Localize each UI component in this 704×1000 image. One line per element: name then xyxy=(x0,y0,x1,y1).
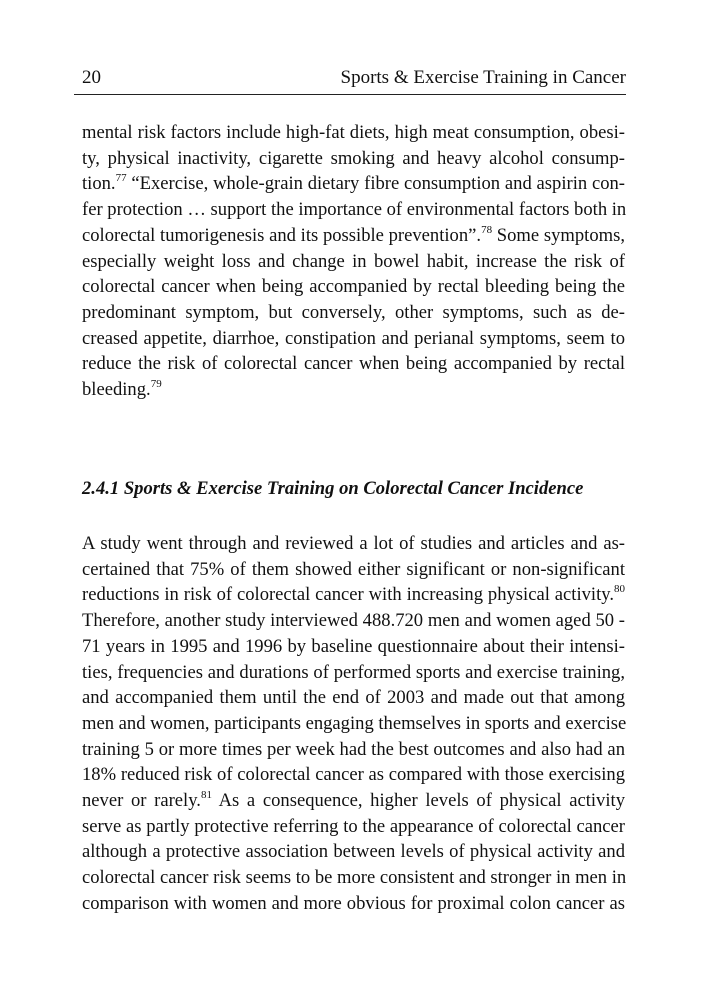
text-line: colorectal tumorigenesis and its possible prevention”.$^{78}$ Some symptoms, xyxy=(82,223,625,246)
text-line: training 5 or more times per week had the best outcomes and also had an xyxy=(82,738,625,760)
paragraph-risk-factors xyxy=(82,120,625,403)
running-title: Sports & Exercise Training in Cancer xyxy=(340,67,626,88)
footnote-ref: 78 xyxy=(481,223,493,236)
text-line: A study went through and reviewed a lot of studies and articles and as- xyxy=(82,533,625,554)
text-line: bleeding.$^{79}$ xyxy=(82,377,162,401)
footnote-ref: 80 xyxy=(614,583,625,596)
running-header xyxy=(74,66,626,95)
page-number: 20 xyxy=(82,67,101,88)
text-line: reduce the risk of colorectal cancer when being accompanied by rectal xyxy=(82,353,625,375)
text-line: colorectal cancer risk seems to be more consistent and stronger in men in xyxy=(82,867,627,889)
text-line: certained that 75% of them showed either significant or non-significant xyxy=(82,558,625,580)
text-line: Therefore, another study interviewed 488.720 men and women aged 50 - xyxy=(82,610,625,632)
text-line: predominant symptom, but conversely, other symptoms, such as de- xyxy=(82,301,625,323)
footnote-ref: 77 xyxy=(115,172,127,185)
text-line: comparison with women and more obvious for proximal colon cancer as xyxy=(82,892,625,914)
text-line: 18% reduced risk of colorectal cancer as compared with those exercising xyxy=(82,764,625,786)
text-line: fer protection … support the importance of environmental factors both in xyxy=(82,199,627,221)
text-line: serve as partly protective referring to the appearance of colorectal cancer xyxy=(82,815,625,837)
paragraph-exercise-study xyxy=(82,531,625,917)
footnote-ref: 81 xyxy=(200,788,212,801)
text-line: although a protective association between levels of physical activity and xyxy=(82,841,625,863)
text-line: and accompanied them until the end of 2003 and made out that among xyxy=(82,687,625,709)
section-heading: 2.4.1 Sports & Exercise Training on Colorectal Cancer Incidence xyxy=(82,478,584,499)
text-line: creased appetite, diarrhoe, constipation and perianal symptoms, seem to xyxy=(82,327,625,349)
text-line: mental risk factors include high-fat diets, high meat consumption, obesi- xyxy=(82,122,625,143)
text-line: men and women, participants engaging themselves in sports and exercise xyxy=(82,712,627,734)
text-line: tion.$^{77}$ “Exercise, whole-grain dietary fibre consumption and aspirin con- xyxy=(82,172,625,195)
text-line: colorectal cancer when being accompanied by rectal bleeding being the xyxy=(82,276,625,298)
text-line: especially weight loss and change in bowel habit, increase the risk of xyxy=(82,250,625,272)
text-line: ty, physical inactivity, cigarette smoking and heavy alcohol consump- xyxy=(82,147,625,169)
text-line: reductions in risk of colorectal cancer with increasing physical activity.$^{80}$ xyxy=(82,583,625,606)
text-line: never or rarely.$^{81}$ As a consequence, higher levels of physical activity xyxy=(82,788,625,812)
text-line: ties, frequencies and durations of performed sports and exercise training, xyxy=(82,661,625,683)
text-line: 71 years in 1995 and 1996 by baseline questionnaire about their intensi- xyxy=(82,635,625,657)
footnote-ref: 79 xyxy=(150,377,162,390)
